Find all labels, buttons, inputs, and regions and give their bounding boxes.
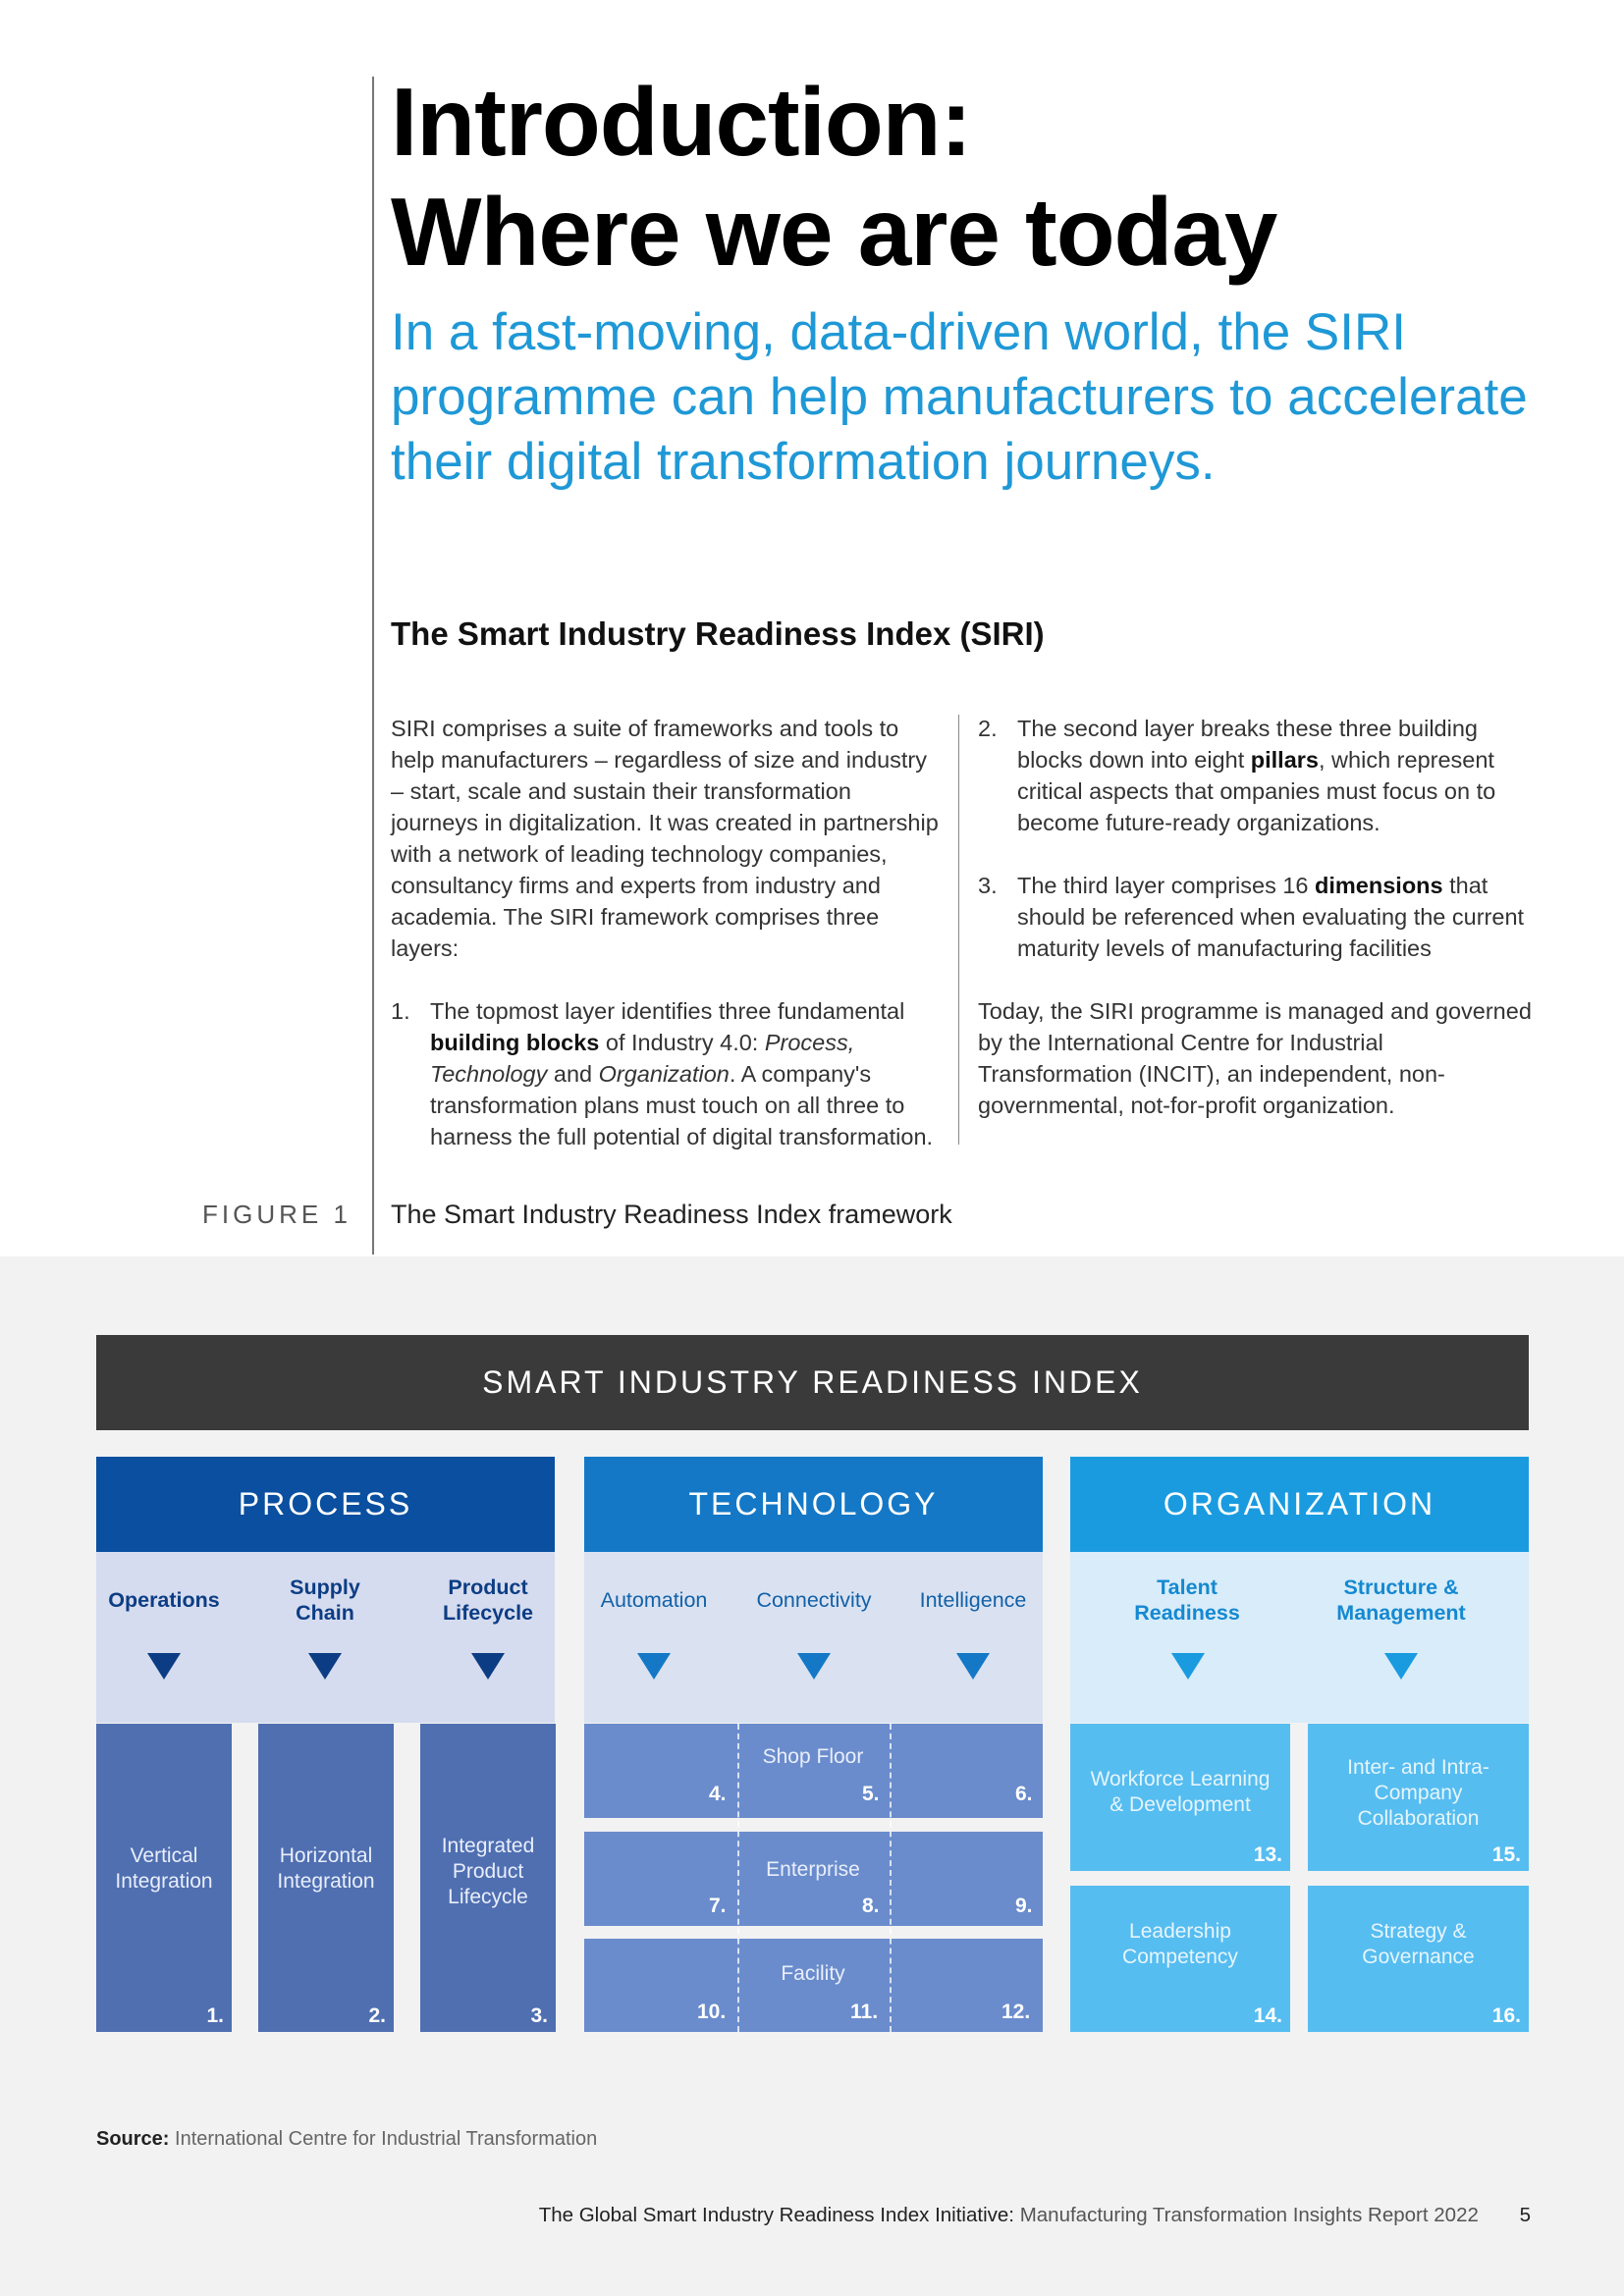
down-arrow-icon	[956, 1653, 990, 1680]
list-number: 1.	[391, 998, 410, 1024]
dimension-number: 15.	[1491, 1843, 1521, 1866]
left-column	[391, 713, 941, 1152]
technology-row-label: Facility	[781, 1962, 845, 1985]
term-pillars: pillars	[1250, 747, 1319, 773]
dimension-number-4: 4.	[709, 1783, 727, 1805]
down-arrow-icon	[1384, 1653, 1418, 1680]
subpillar-product-lifecycle: Product Lifecycle	[442, 1575, 534, 1625]
technology-row-shop-floor	[584, 1724, 1043, 1818]
right-column	[978, 713, 1538, 1152]
subpillar-structure-management: Structure & Management	[1336, 1575, 1466, 1625]
column-divider	[958, 715, 959, 1145]
vertical-rule	[372, 77, 374, 1255]
page-number: 5	[1519, 2204, 1531, 2226]
dimension-number: 2.	[368, 2004, 386, 2027]
subpillar-talent-readiness: Talent Readiness	[1134, 1575, 1240, 1625]
list-number: 3.	[978, 873, 998, 898]
dimension-number-7: 7.	[709, 1895, 727, 1917]
technology-row-label: Shop Floor	[762, 1745, 864, 1768]
source-note	[96, 2128, 597, 2151]
dimension-box-1	[96, 1724, 232, 2032]
dimension-number-6: 6.	[1015, 1783, 1033, 1805]
dimension-number: 13.	[1253, 1843, 1282, 1866]
subpillar-intelligence: Intelligence	[919, 1588, 1027, 1612]
term-dimensions: dimensions	[1315, 873, 1443, 898]
down-arrow-icon	[471, 1653, 505, 1680]
dimension-number: 14.	[1253, 2004, 1282, 2027]
dimension-label: Vertical Integration	[115, 1844, 213, 1893]
dimension-box-13	[1070, 1724, 1290, 1871]
pillar-header-organization: ORGANIZATION	[1070, 1457, 1529, 1552]
term-building-blocks: building blocks	[430, 1030, 600, 1055]
subpillar-connectivity: Connectivity	[756, 1588, 872, 1612]
dimension-number: 3.	[530, 2004, 548, 2027]
dimension-box-16	[1308, 1886, 1529, 2032]
dimension-label: Workforce Learning & Development	[1090, 1768, 1271, 1816]
dimension-number-11: 11.	[850, 2001, 879, 2023]
dimension-number-5: 5.	[862, 1783, 880, 1805]
footer-report-series: The Global Smart Industry Readiness Index Initiative:	[538, 2204, 1014, 2226]
technology-row-label: Enterprise	[766, 1858, 860, 1881]
footer-report-title: Manufacturing Transformation Insights Report 2022	[1019, 2204, 1479, 2226]
dimension-box-14	[1070, 1886, 1290, 2032]
down-arrow-icon	[637, 1653, 671, 1680]
dimension-number-9: 9.	[1015, 1895, 1033, 1917]
pillar-header-process: PROCESS	[96, 1457, 555, 1552]
list-item-3: 3. The third layer comprises 16 dimensions that should be referenced when evaluating the current maturity levels of manufacturing facilities	[978, 870, 1538, 964]
dimension-label: Inter- and Intra- Company Collaboration	[1347, 1756, 1489, 1830]
figure-title: The Smart Industry Readiness Index framework	[391, 1200, 952, 1229]
subpillar-supply-chain: Supply Chain	[290, 1575, 360, 1625]
dimension-label: Leadership Competency	[1122, 1920, 1238, 1968]
dimension-number-8: 8.	[862, 1895, 880, 1917]
page-footer	[539, 2204, 1531, 2227]
siri-banner: SMART INDUSTRY READINESS INDEX	[96, 1335, 1529, 1430]
dimension-number-10: 10.	[697, 2001, 727, 2023]
subpillar-automation: Automation	[600, 1588, 708, 1612]
dimension-number: 1.	[206, 2004, 224, 2027]
dimension-box-2	[258, 1724, 394, 2032]
dimension-number: 16.	[1491, 2004, 1521, 2027]
list-item-2: 2. The second layer breaks these three building blocks down into eight pillars, which represent critical aspects that ompanies must focus on to become future-ready organizations.	[978, 713, 1538, 838]
down-arrow-icon	[797, 1653, 831, 1680]
list-item-1: 1. The topmost layer identifies three fundamental building blocks of Industry 4.0: Process, Technology and Organization. A company's transformation plans must touch on all three to harness the full potential of digital transformation.	[391, 995, 941, 1152]
intro-paragraph: SIRI comprises a suite of frameworks and tools to help manufacturers – regardless of size and industry – start, scale and sustain their transformation journeys in digitalization. It was created in partnership with a network of leading technology companies, consultancy firms and experts from industry and academia. The SIRI framework comprises three layers:	[391, 716, 939, 961]
down-arrow-icon	[1171, 1653, 1205, 1680]
down-arrow-icon	[147, 1653, 181, 1680]
source-label: Source:	[96, 2128, 170, 2150]
source-text: International Centre for Industrial Transformation	[175, 2128, 598, 2150]
figure-label: FIGURE 1	[202, 1200, 352, 1229]
section-heading: The Smart Industry Readiness Index (SIRI)	[391, 615, 1045, 652]
dimension-number-12: 12.	[1001, 2001, 1031, 2023]
dimension-box-15	[1308, 1724, 1529, 1871]
dimension-label: Horizontal Integration	[277, 1844, 375, 1893]
lede: In a fast-moving, data-driven world, the SIRI programme can help manufacturers to accelerate their digital transformation journeys.	[391, 303, 1528, 491]
title-line-1: Introduction:	[391, 68, 972, 176]
dimension-label: Integrated Product Lifecycle	[441, 1835, 535, 1908]
dimension-label: Strategy & Governance	[1362, 1920, 1475, 1968]
down-arrow-icon	[308, 1653, 342, 1680]
subpillar-operations: Operations	[108, 1588, 220, 1612]
list-number: 2.	[978, 716, 998, 741]
page-title	[391, 67, 1569, 287]
closing-paragraph: Today, the SIRI programme is managed and governed by the International Centre for Industrial Transformation (INCIT), an independent, non-governmental, not-for-profit organization.	[978, 998, 1532, 1118]
title-line-2: Where we are today	[391, 178, 1277, 286]
pillar-body-technology	[584, 1552, 1043, 1723]
pillar-header-technology: TECHNOLOGY	[584, 1457, 1043, 1552]
dimension-box-3	[420, 1724, 556, 2032]
